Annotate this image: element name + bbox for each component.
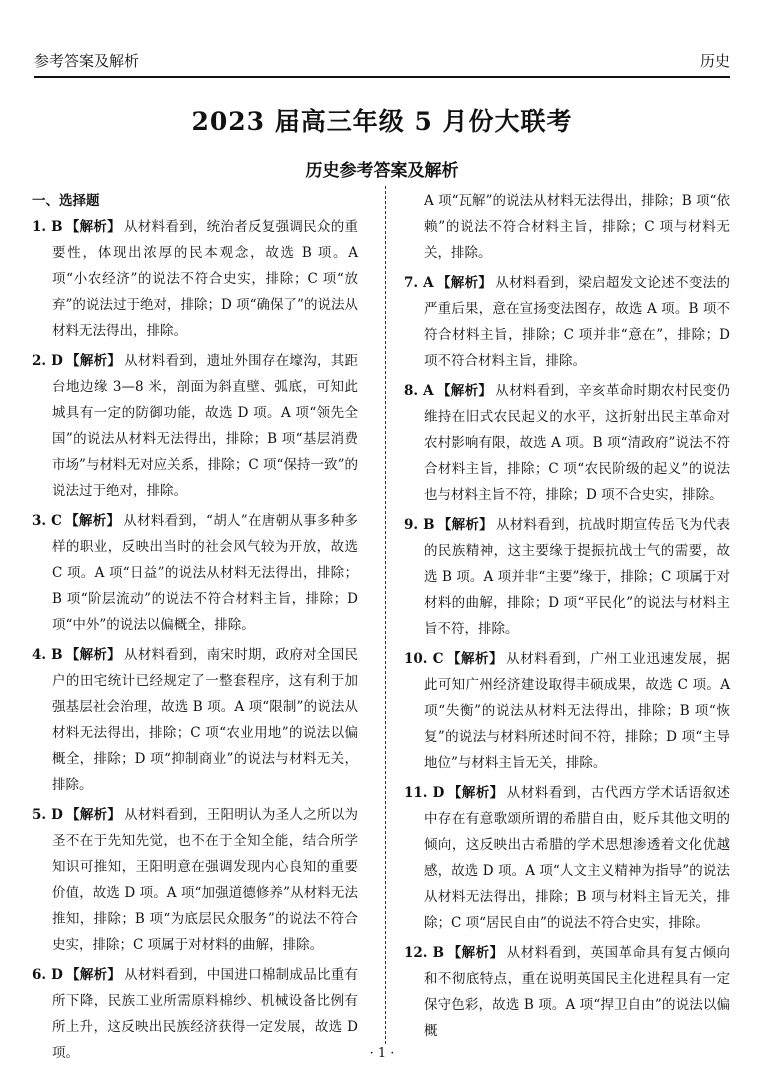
analysis-text: 从材料看到，古代西方学术话语叙述中存在有意歌颂所谓的希腊自由，贬斥其他文明的倾向，这反映出古希腊的学术思想渗透着文化优越感，故选 D 项。A 项“人文主义精神为指导”的说法从材料无法得出，排除；B 项与材料主旨无关，排除；C 项“居民自由”的说法不符合史实，排除。: [424, 785, 730, 931]
answer-number: 6. D: [32, 967, 63, 983]
analysis-tag: 【解析】: [436, 383, 493, 399]
analysis-tag: 【解析】: [447, 945, 504, 961]
answer-item: [404, 780, 730, 936]
continued-text: A 项“瓦解”的说法从材料无法得出，排除；B 项“依赖”的说法不符合材料主旨，排除；C 项与材料无关，排除。: [424, 193, 730, 261]
analysis-tag: 【解析】: [446, 651, 504, 667]
analysis-text: 从材料看到，辛亥革命时期农村民变仍维持在旧式农民起义的水平，这折射出民主革命对农村影响有限，故选 A 项。B 项“清政府”说法不符合材料主旨，排除；C 项“农民阶级的起义”的说法也与材料主旨不符，排除；D 项不合史实，排除。: [424, 383, 730, 503]
page-subtitle: 历史参考答案及解析: [305, 161, 459, 181]
right-column: [404, 188, 730, 1048]
analysis-text: 从材料看到，英国革命具有复古倾向和不彻底特点，重在说明英国民主化进程具有一定保守色彩，故选 B 项。A 项“捍卫自由”的说法以偏概: [424, 945, 730, 1039]
analysis-text: 从材料看到，梁启超发文论述不变法的严重后果，意在宣扬变法图存，故选 A 项。B 项不符合材料主旨，排除；C 项并非“意在”，排除；D 项不符合材料主旨，排除。: [424, 275, 730, 369]
analysis-text: 从材料看到，“胡人”在唐朝从事多种多样的职业，反映出当时的社会风气较为开放，故选 C 项。A 项“日益”的说法从材料无法得出，排除；B 项“阶层流动”的说法不符合材料主旨，排除；D 项“中外”的说法以偏概全，排除。: [52, 513, 358, 633]
header-rule: [34, 76, 730, 78]
analysis-tag: 【解析】: [65, 807, 122, 823]
analysis-text: 从材料看到，遗址外围存在壕沟，其距台地边缘 3—8 米，剖面为斜直壁、弧底，可知此城具有一定的防御功能，故选 D 项。A 项“领先全国”的说法从材料无法得出，排除；B 项“基层消费市场”与材料无对应关系，排除；C 项“保持一致”的说法过于绝对，排除。: [52, 353, 359, 499]
answer-number: 4. B: [32, 647, 63, 663]
answer-number: 11. D: [404, 785, 445, 801]
analysis-tag: 【解析】: [64, 513, 121, 529]
analysis-tag: 【解析】: [447, 785, 504, 801]
answer-number: 8. A: [404, 383, 434, 399]
analysis-text: 从材料看到，统治者反复强调民众的重要性，体现出浓厚的民本观念，故选 B 项。A 项“小农经济”的说法不符合史实，排除；C 项“放弃”的说法过于绝对，排除；D 项“确保了”的说法从材料无法得出，排除。: [52, 219, 359, 339]
answer-number: 5. D: [32, 807, 63, 823]
answer-item: [404, 940, 730, 1044]
answer-item: [404, 512, 730, 642]
answer-number: 12. B: [404, 945, 445, 961]
left-item-list: [32, 214, 358, 1066]
analysis-text: 从材料看到，王阳明认为圣人之所以为圣不在于先知先觉，也不在于全知全能，结合所学知识可推知，王阳明意在强调发现内心良知的重要价值，故选 D 项。A 项“加强道德修养”从材料无法推知，排除；B 项“为底层民众服务”的说法不符合史实，排除；C 项属于对材料的曲解，排除。: [52, 807, 359, 953]
section-label: 一、选择题: [32, 193, 100, 209]
analysis-tag: 【解析】: [65, 967, 122, 983]
page-header: [34, 46, 730, 74]
right-item-list: [404, 270, 730, 1044]
analysis-tag: 【解析】: [436, 275, 493, 291]
header-left: 参考答案及解析: [34, 51, 140, 70]
analysis-text: 从材料看到，南宋时期，政府对全国民户的田宅统计已经规定了一整套程序，这有利于加强基层社会治理，故选 B 项。A 项“限制”的说法从材料无法得出，排除；C 项“农业用地”的说法以偏概全，排除；D 项“抑制商业”的说法与材料无关，排除。: [52, 647, 359, 793]
analysis-text: 从材料看到，抗战时期宣传岳飞为代表的民族精神，这主要缘于提振抗战士气的需要，故选 B 项。A 项并非“主要”缘于，排除；C 项属于对材料的曲解，排除；D 项“平民化”的说法与材料主旨不符，排除。: [424, 517, 731, 637]
analysis-text: 从材料看到，中国进口棉制成品比重有所下降，民族工业所需原料棉纱、机械设备比例有所上升，这反映出民族经济获得一定发展，故选 D 项。: [52, 967, 359, 1061]
answer-item: [32, 348, 358, 504]
answer-number: 2. D: [32, 353, 63, 369]
answer-number: 3. C: [32, 513, 62, 529]
analysis-text: 从材料看到，广州工业迅速发展，据此可知广州经济建设取得丰硕成果，故选 C 项。A 项“失衡”的说法从材料无法得出，排除；B 项“恢复”的说法与材料所述时间不符，排除；D 项“主导地位”与材料主旨无关，排除。: [424, 651, 731, 771]
left-column: [32, 188, 358, 1070]
header-right: 历史: [699, 51, 730, 70]
analysis-tag: 【解析】: [65, 353, 122, 369]
page-title: 2023 届高三年级 5 月份大联考: [191, 107, 573, 136]
answer-number: 1. B: [32, 219, 63, 235]
answer-item: [404, 646, 730, 776]
column-divider: [385, 186, 386, 1044]
answer-item: [32, 642, 358, 798]
analysis-tag: 【解析】: [437, 517, 493, 533]
analysis-tag: 【解析】: [65, 647, 121, 663]
analysis-tag: 【解析】: [65, 219, 121, 235]
answer-item: [404, 378, 730, 508]
answer-number: 9. B: [404, 517, 435, 533]
page-number: · 1 ·: [369, 1046, 395, 1061]
answer-item: [32, 214, 358, 344]
answer-item: [404, 270, 730, 374]
answer-item: [32, 802, 358, 958]
answer-number: 10. C: [404, 651, 444, 667]
answer-item: [32, 508, 358, 638]
answer-number: 7. A: [404, 275, 434, 291]
